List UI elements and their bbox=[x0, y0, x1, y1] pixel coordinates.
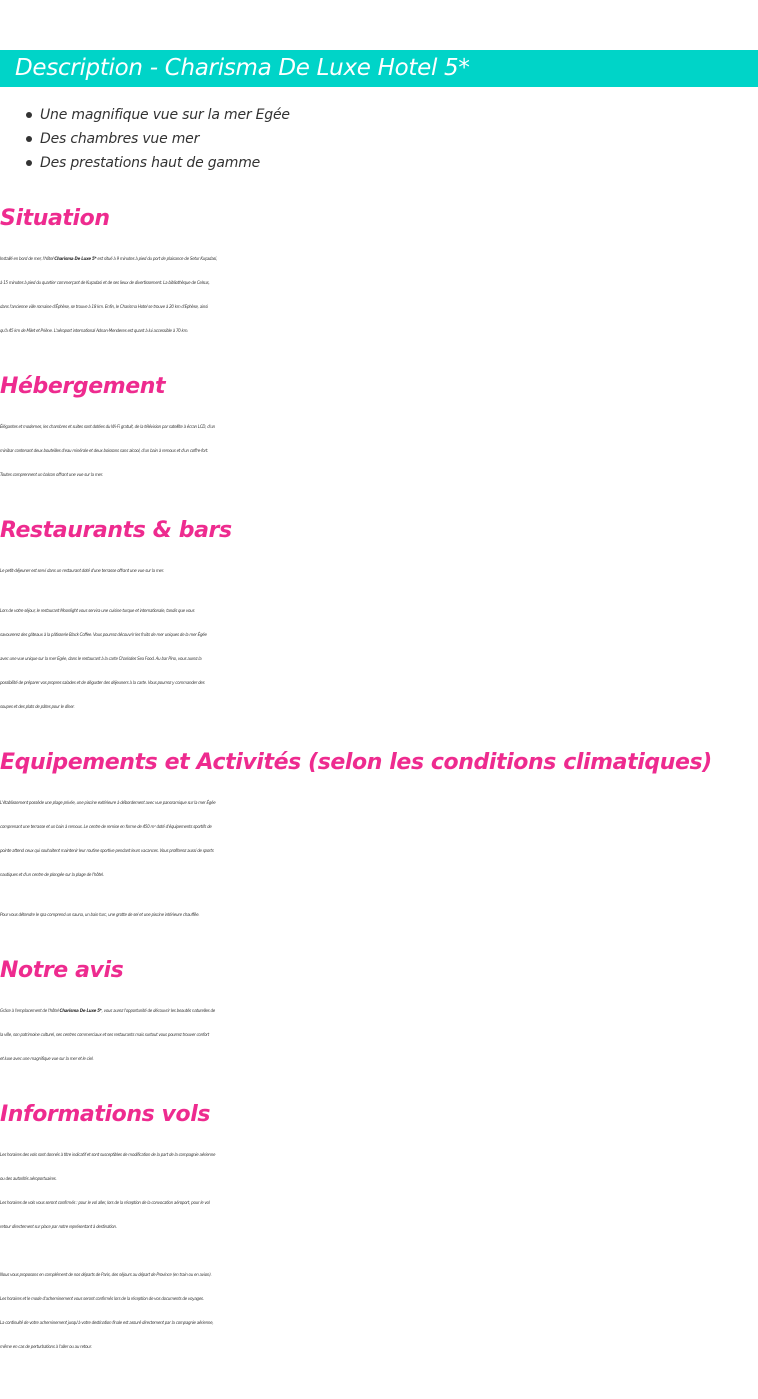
situation-heading: Situation bbox=[0, 206, 110, 231]
avis-text-part: Grâce à l'emplacement de l'hôtel bbox=[0, 1008, 60, 1013]
situation-line: dans l'ancienne ville romaine d'Éphèse, se trouve à 18 km. Enfin, le Charisma Hotel se trouve à 20 km d'Ephèse, ainsi bbox=[0, 304, 208, 309]
hotel-name: Charisma De Luxe 5* bbox=[54, 256, 97, 261]
description-banner bbox=[0, 50, 758, 87]
equipements-line: Pour vous détendre le spa comprend un sauna, un bain turc, une grotte de sel et une piscine intérieure chauffée. bbox=[0, 912, 200, 917]
vols-line: Les horaires des vols sont donnés à titre indicatif et sont susceptibles de modification de la part de la compagnie aérienne bbox=[0, 1152, 216, 1157]
vols-line: Les horaires de vols vous seront confirmés : pour le vol aller, lors de la réception de la convocation aéroport, pour le vol bbox=[0, 1200, 210, 1205]
avis-text-part: , vous aurez l'opportunité de découvrir les beautés naturelles de bbox=[101, 1008, 216, 1013]
restaurants-line: soupes et des plats de pâtes pour le dîner. bbox=[0, 704, 75, 709]
equipements-line: pointe attend ceux qui souhaitent maintenir leur routine sportive pendant leurs vacances. Vous profiterez aussi de sports bbox=[0, 848, 214, 853]
equipements-line: nautiques et d'un centre de plongée sur la plage de l'hôtel. bbox=[0, 872, 104, 877]
bullet-icon bbox=[26, 160, 32, 166]
restaurants-line: Le petit-déjeuner est servi dans un restaurant doté d'une terrasse offrant une vue sur la mer. bbox=[0, 568, 164, 573]
vols-line: La continuité de votre acheminement jusqu'à votre destination finale est assuré directement par la compagnie aérienne, bbox=[0, 1320, 214, 1325]
hebergement-line: Élégantes et modernes, les chambres et suites sont dotées du Wi-Fi gratuit, de la télévision par satellite à écran LCD, d'un bbox=[0, 424, 215, 429]
restaurants-heading: Restaurants & bars bbox=[0, 518, 232, 543]
restaurants-line: Lors de votre séjour, le restaurant Moonlight vous servira une cuisine turque et internationale, tandis que vous bbox=[0, 608, 195, 613]
vols-text bbox=[0, 1143, 758, 1359]
hebergement-text bbox=[0, 415, 758, 487]
vols-line: retour directement sur place par notre représentant à destination. bbox=[0, 1224, 117, 1229]
list-item-text: Des chambres vue mer bbox=[40, 131, 200, 147]
bullet-icon bbox=[26, 136, 32, 142]
list-item-text: Une magnifique vue sur la mer Egée bbox=[40, 107, 290, 123]
restaurants-line: avec une vue unique sur la mer Egée, dans le restaurant à la carte Charisdes Sea Food. Au bar Pino, vous aurez la bbox=[0, 656, 202, 661]
highlights-list bbox=[0, 103, 290, 175]
bullet-icon bbox=[26, 112, 32, 118]
avis-line: et luxe avec une magnifique vue sur la mer et le ciel. bbox=[0, 1056, 94, 1061]
list-item bbox=[0, 127, 290, 151]
avis-line: la ville, son patrimoine culturel, ses centres commerciaux et ses restaurants mais surtout vous pourrez trouver confort bbox=[0, 1032, 209, 1037]
restaurants-line: savourerez des gâteaux à la pâtisserie Black Coffee. Vous pourrez découvrir les fruits de mer uniques de la mer Égée bbox=[0, 632, 207, 637]
list-item bbox=[0, 151, 290, 175]
list-item-text: Des prestations haut de gamme bbox=[40, 155, 261, 171]
list-item bbox=[0, 103, 290, 127]
avis-text bbox=[0, 999, 758, 1071]
banner-title: Description - Charisma De Luxe Hotel 5* bbox=[15, 55, 470, 81]
equipements-heading: Equipements et Activités (selon les conditions climatiques) bbox=[0, 750, 712, 775]
avis-heading: Notre avis bbox=[0, 958, 124, 983]
vols-line: même en cas de perturbations à l'aller ou au retour. bbox=[0, 1344, 92, 1349]
hotel-name: Charisma De Luxe 5* bbox=[59, 1008, 102, 1013]
situation-line: qu'à 45 km de Milet et Priène. L'aéroport international Adnan-Menderes est quant à lui accessible à 70 km. bbox=[0, 328, 189, 333]
restaurants-line: possibilité de préparer vos propres salades et de déguster des déjeuners à la carte. Vous pourrez y commander des bbox=[0, 680, 205, 685]
hebergement-line: minibar contenant deux bouteilles d'eau minérale et deux boissons sans alcool, d'un bain à remous et d'un coffre-fort. bbox=[0, 448, 209, 453]
vols-line: Nous vous proposons en complément de nos départs de Paris, des séjours au départ de Province (en train ou en avion). bbox=[0, 1272, 212, 1277]
equipements-line: comprenant une terrasse et un bain à remous. Le centre de remise en forme de 450 m² doté d'équipements sportifs de bbox=[0, 824, 212, 829]
hebergement-line: Toutes comprennent un balcon offrant une vue sur la mer. bbox=[0, 472, 103, 477]
equipements-text-2 bbox=[0, 903, 758, 927]
situation-line: à 15 minutes à pied du quartier commerçant de Kuşadasi et de ses lieux de divertissement. La bibliothèque de Celsus, bbox=[0, 280, 210, 285]
restaurants-text-1 bbox=[0, 559, 758, 583]
situation-text bbox=[0, 247, 758, 343]
situation-text-part: Installé en bord de mer, l'hôtel bbox=[0, 256, 55, 261]
vols-line: Les horaires et le mode d'acheminement vous seront confirmés lors de la réception de vos documents de voyages. bbox=[0, 1296, 204, 1301]
restaurants-text-2 bbox=[0, 599, 758, 719]
vols-line: ou des autorités aéroportuaires. bbox=[0, 1176, 57, 1181]
equipements-line: L'établissement possède une plage privée, une piscine extérieure à débordement avec vue panoramique sur la mer Égée bbox=[0, 800, 216, 805]
hebergement-heading: Hébergement bbox=[0, 374, 166, 399]
situation-text-part: est situé à 9 minutes à pied du port de plaisance de Setur Kuşadasi, bbox=[96, 256, 218, 261]
spacer bbox=[0, 1239, 758, 1263]
vols-heading: Informations vols bbox=[0, 1102, 211, 1127]
equipements-text-1 bbox=[0, 791, 758, 887]
